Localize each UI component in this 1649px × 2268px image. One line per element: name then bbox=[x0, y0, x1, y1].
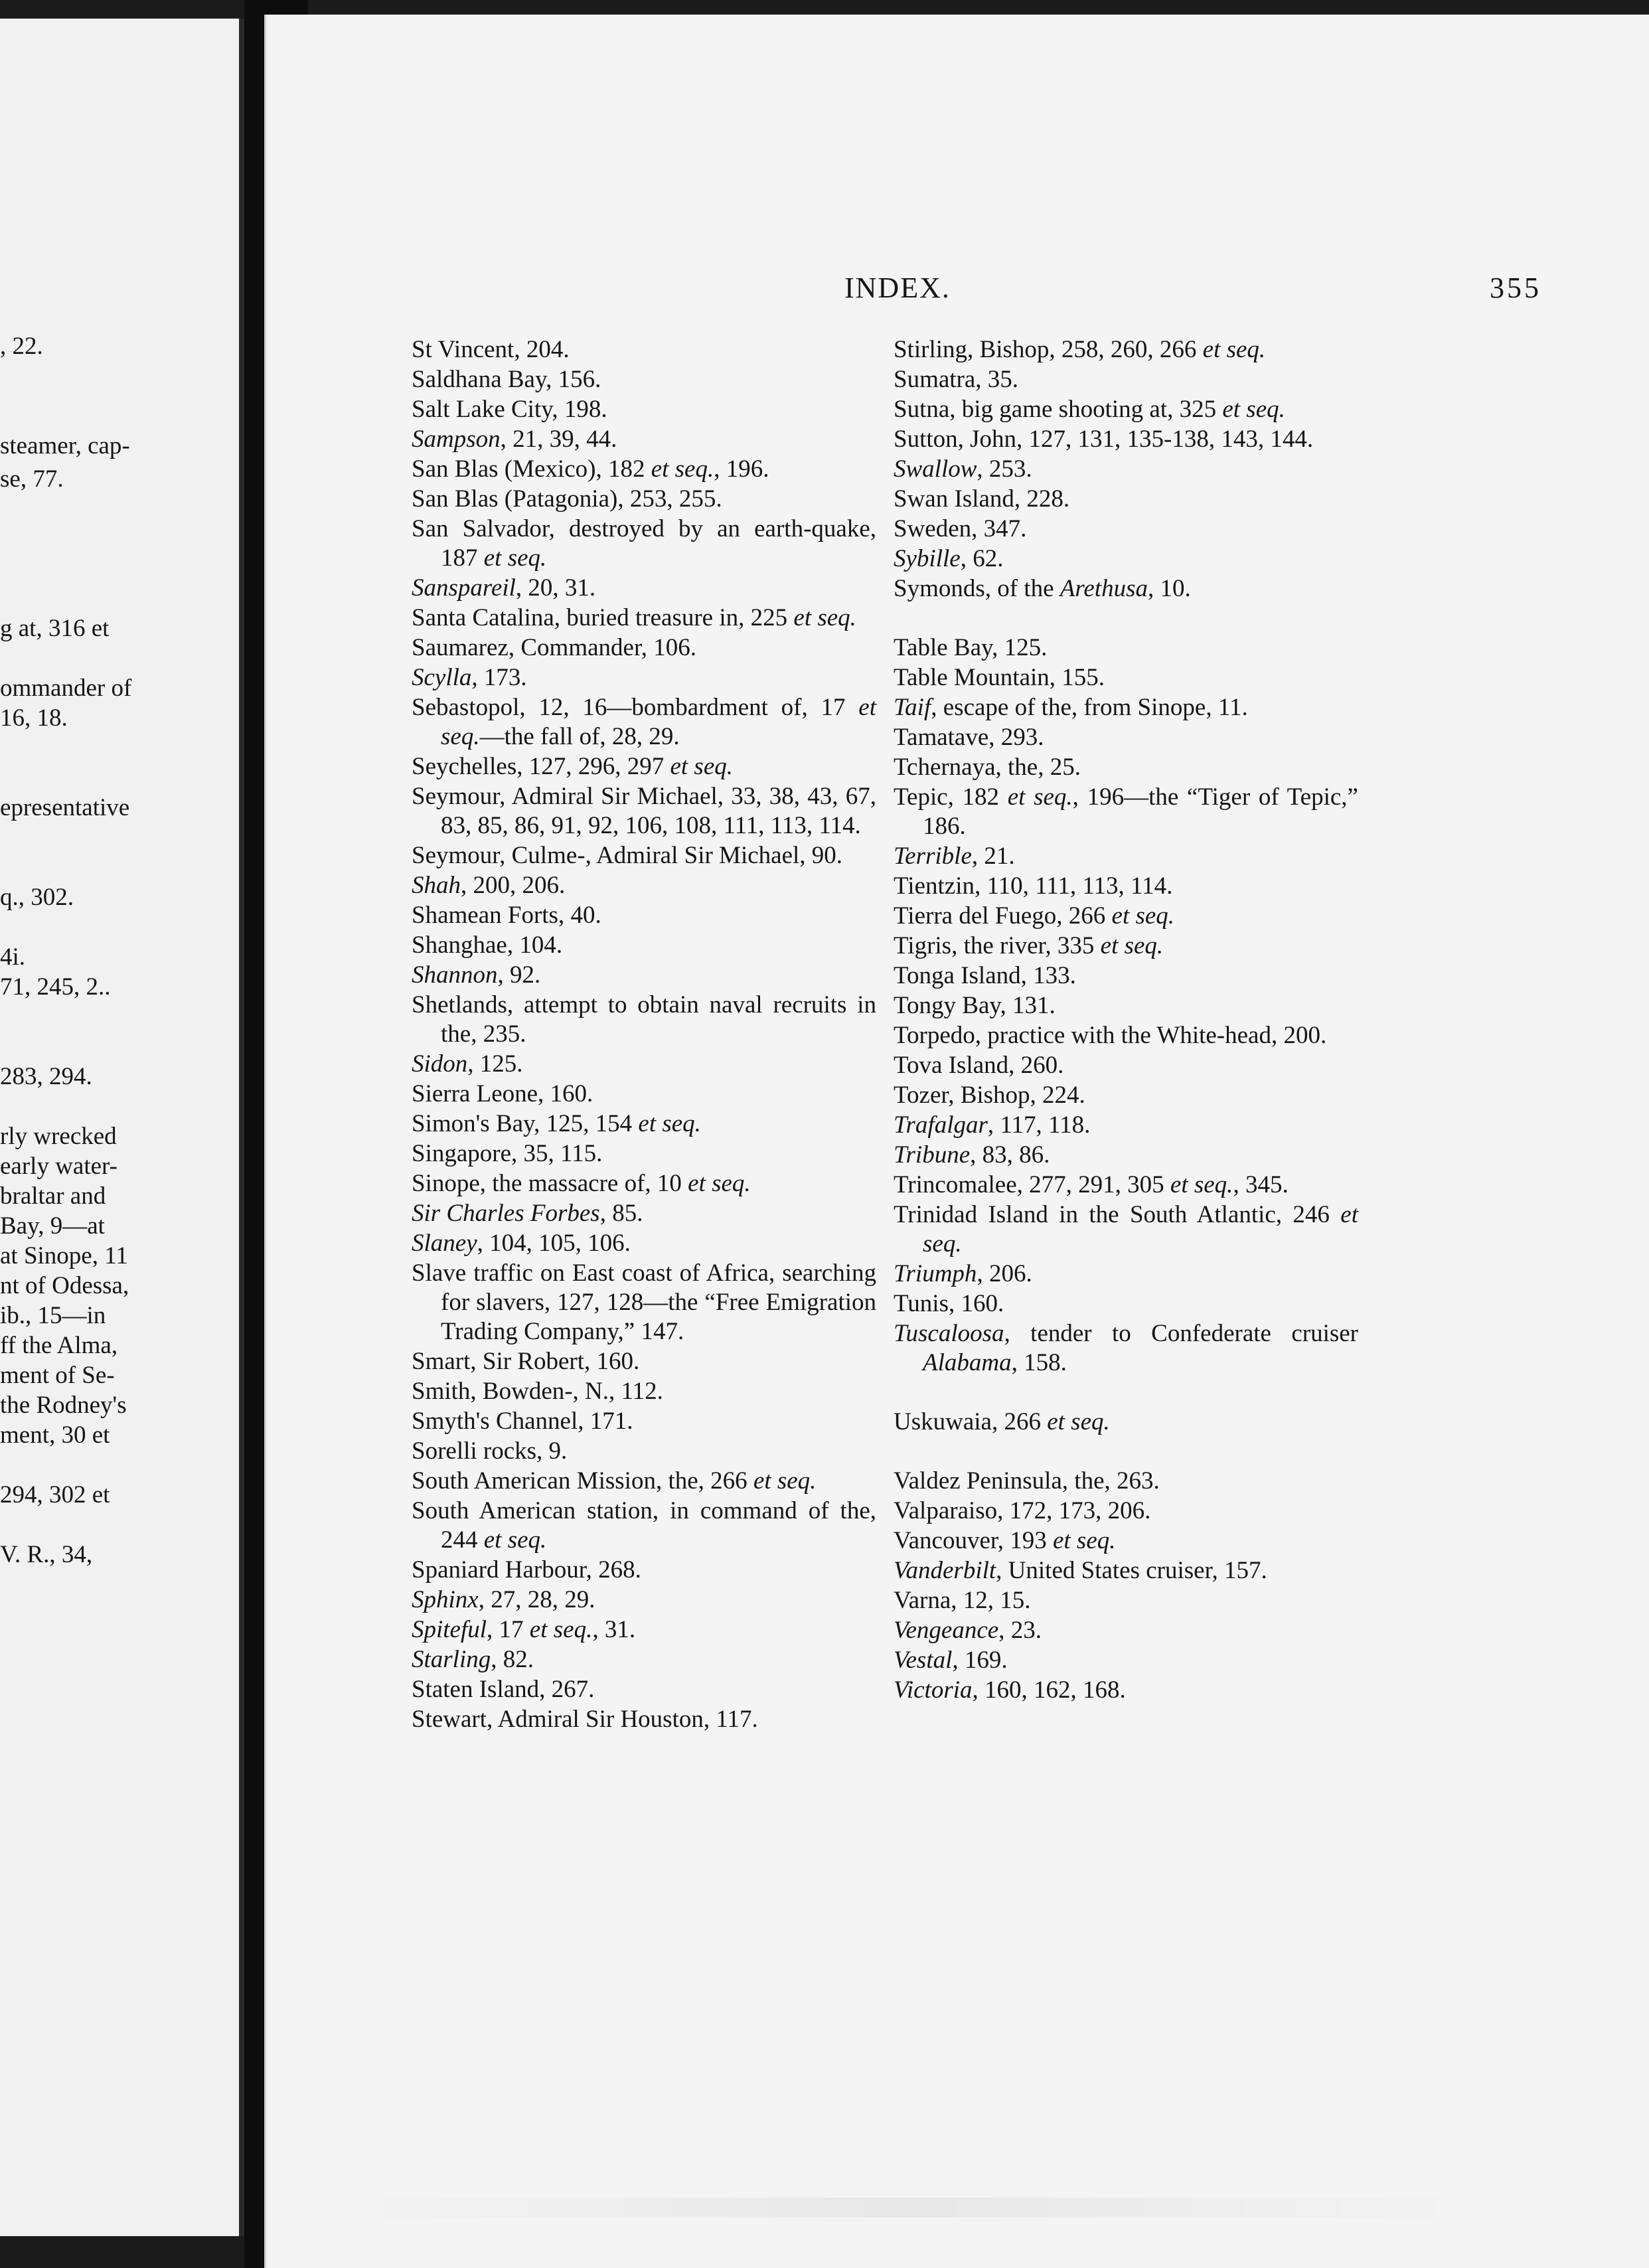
index-entry: Sorelli rocks, 9. bbox=[412, 1437, 568, 1465]
facing-page-text: ib., 15—in bbox=[0, 1302, 106, 1329]
facing-page-text: V. R., 34, bbox=[0, 1541, 93, 1568]
index-entry: Symonds, of the Arethusa, 10. bbox=[894, 575, 1191, 602]
index-entry: Seychelles, 127, 296, 297 et seq. bbox=[412, 753, 734, 780]
index-entry: Sphinx, 27, 28, 29. bbox=[412, 1586, 595, 1613]
facing-page-text: se, 77. bbox=[0, 465, 64, 493]
index-entry: Salt Lake City, 198. bbox=[412, 396, 607, 423]
index-entry: Victoria, 160, 162, 168. bbox=[894, 1676, 1126, 1704]
page-smudge bbox=[312, 2198, 1507, 2218]
facing-page-text: g at, 316 et bbox=[0, 615, 110, 642]
index-entry: Triumph, 206. bbox=[894, 1260, 1032, 1287]
facing-page-text: 4i. bbox=[0, 943, 26, 971]
facing-page-text: ff the Alma, bbox=[0, 1332, 118, 1359]
index-entry: Uskuwaia, 266 et seq. bbox=[894, 1408, 1110, 1435]
index-entry: St Vincent, 204. bbox=[412, 336, 570, 363]
index-entry: San Salvador, destroyed by an earth-quake, 187 et seq. bbox=[412, 515, 876, 572]
index-entry: Saldhana Bay, 156. bbox=[412, 366, 601, 393]
index-entry: Vancouver, 193 et seq. bbox=[894, 1527, 1116, 1554]
index-entry: Sinope, the massacre of, 10 et seq. bbox=[412, 1170, 751, 1197]
page-title: INDEX. bbox=[844, 272, 951, 304]
index-entry: Tchernaya, the, 25. bbox=[894, 754, 1081, 781]
index-entry: Tongy Bay, 131. bbox=[894, 992, 1056, 1019]
index-entry: Terrible, 21. bbox=[894, 843, 1015, 870]
index-entry: Sybille, 62. bbox=[894, 545, 1004, 572]
index-entry: Sebastopol, 12, 16—bombardment of, 17 et seq.—the fall of, 28, 29. bbox=[412, 694, 876, 750]
index-entry: Slave traffic on East coast of Africa, searching for slavers, 127, 128—the “Free Emigration Trading Company,” 147. bbox=[412, 1259, 876, 1345]
section-gap bbox=[894, 1437, 1358, 1467]
facing-page-text: 283, 294. bbox=[0, 1063, 92, 1090]
index-entry: Varna, 12, 15. bbox=[894, 1587, 1031, 1614]
facing-page-text: ment of Se- bbox=[0, 1362, 115, 1389]
facing-page-text: the Rodney's bbox=[0, 1392, 127, 1419]
index-entry: Tozer, Bishop, 224. bbox=[894, 1082, 1085, 1109]
index-entry: Sutna, big game shooting at, 325 et seq. bbox=[894, 396, 1285, 423]
index-entry: Seymour, Culme-, Admiral Sir Michael, 90. bbox=[412, 842, 843, 869]
index-entry: Tamatave, 293. bbox=[894, 724, 1044, 751]
index-entry: Table Mountain, 155. bbox=[894, 664, 1105, 691]
index-entry: Vestal, 169. bbox=[894, 1647, 1008, 1674]
page-number: 355 bbox=[1490, 272, 1541, 304]
index-entry: Saumarez, Commander, 106. bbox=[412, 634, 697, 661]
index-entry: Smart, Sir Robert, 160. bbox=[412, 1348, 640, 1375]
index-entry: San Blas (Mexico), 182 et seq., 196. bbox=[412, 455, 769, 483]
index-entry: Smyth's Channel, 171. bbox=[412, 1408, 633, 1435]
facing-page-text: rly wrecked bbox=[0, 1123, 117, 1150]
index-entry: Valparaiso, 172, 173, 206. bbox=[894, 1497, 1151, 1524]
index-entry: South American station, in command of the, 244 et seq. bbox=[412, 1497, 876, 1554]
index-entry: Scylla, 173. bbox=[412, 664, 527, 691]
facing-page-text: nt of Odessa, bbox=[0, 1272, 129, 1299]
index-entry: Spiteful, 17 et seq., 31. bbox=[412, 1616, 636, 1643]
facing-page-text: q., 302. bbox=[0, 884, 74, 911]
index-entry: Santa Catalina, buried treasure in, 225 et seq. bbox=[412, 604, 856, 631]
facing-page-text: ommander of bbox=[0, 675, 132, 702]
index-entry: Trinidad Island in the South Atlantic, 246 et seq. bbox=[894, 1201, 1358, 1257]
index-entry: Singapore, 35, 115. bbox=[412, 1140, 603, 1167]
index-entry: Tigris, the river, 335 et seq. bbox=[894, 932, 1164, 959]
index-entry: Valdez Peninsula, the, 263. bbox=[894, 1467, 1160, 1495]
facing-page-text: early water- bbox=[0, 1153, 118, 1180]
index-entry: Swallow, 253. bbox=[894, 455, 1032, 483]
index-entry: Smith, Bowden-, N., 112. bbox=[412, 1378, 663, 1405]
index-entry: Sweden, 347. bbox=[894, 515, 1027, 542]
index-entry: Sanspareil, 20, 31. bbox=[412, 574, 596, 602]
index-entry: Stewart, Admiral Sir Houston, 117. bbox=[412, 1706, 758, 1733]
index-entry: Tova Island, 260. bbox=[894, 1052, 1064, 1079]
index-entry: Tonga Island, 133. bbox=[894, 962, 1076, 989]
index-entry: Sampson, 21, 39, 44. bbox=[412, 426, 617, 453]
index-entry: Tepic, 182 et seq., 196—the “Tiger of Tepic,” 186. bbox=[894, 783, 1358, 840]
index-entry: Sutton, John, 127, 131, 135-138, 143, 144. bbox=[894, 426, 1314, 453]
index-entry: Sierra Leone, 160. bbox=[412, 1080, 593, 1107]
facing-page-text: Bay, 9—at bbox=[0, 1212, 105, 1240]
facing-page-text: steamer, cap- bbox=[0, 432, 130, 459]
index-entry: Tientzin, 110, 111, 113, 114. bbox=[894, 872, 1173, 900]
index-entry: Slaney, 104, 105, 106. bbox=[412, 1230, 631, 1257]
index-entry: Torpedo, practice with the White-head, 200. bbox=[894, 1022, 1327, 1049]
facing-page-text: , 22. bbox=[0, 333, 43, 360]
facing-page-text: ment, 30 et bbox=[0, 1421, 110, 1449]
index-entry: Starling, 82. bbox=[412, 1646, 534, 1673]
index-entry: Trafalgar, 117, 118. bbox=[894, 1111, 1091, 1139]
index-entry: Shannon, 92. bbox=[412, 961, 541, 989]
index-entry: Table Bay, 125. bbox=[894, 634, 1048, 661]
index-entry: Trincomalee, 277, 291, 305 et seq., 345. bbox=[894, 1171, 1289, 1198]
index-entry: Sumatra, 35. bbox=[894, 366, 1019, 393]
index-entry: Seymour, Admiral Sir Michael, 33, 38, 43, 67, 83, 85, 86, 91, 92, 106, 108, 111, 113, 114. bbox=[412, 783, 876, 839]
index-entry: Stirling, Bishop, 258, 260, 266 et seq. bbox=[894, 336, 1266, 363]
index-entry: South American Mission, the, 266 et seq. bbox=[412, 1467, 817, 1495]
facing-page-text: at Sinope, 11 bbox=[0, 1242, 128, 1269]
index-entry: Vanderbilt, United States cruiser, 157. bbox=[894, 1557, 1267, 1584]
facing-page-text: 71, 245, 2.. bbox=[0, 973, 111, 1001]
facing-page-fragment bbox=[0, 19, 244, 2236]
index-entry: Tribune, 83, 86. bbox=[894, 1141, 1050, 1169]
index-entry: Shanghae, 104. bbox=[412, 932, 563, 959]
index-entry: Sidon, 125. bbox=[412, 1050, 523, 1078]
index-entry: Spaniard Harbour, 268. bbox=[412, 1556, 641, 1583]
index-entry: Shetlands, attempt to obtain naval recruits in the, 235. bbox=[412, 991, 876, 1048]
index-entry: San Blas (Patagonia), 253, 255. bbox=[412, 485, 722, 513]
section-gap bbox=[894, 604, 1358, 633]
facing-page-text: 16, 18. bbox=[0, 704, 68, 732]
facing-page-text: 294, 302 et bbox=[0, 1481, 110, 1508]
index-entry: Sir Charles Forbes, 85. bbox=[412, 1200, 643, 1227]
index-entry: Tuscaloosa, tender to Confederate cruiser Alabama, 158. bbox=[894, 1320, 1358, 1376]
index-entry: Simon's Bay, 125, 154 et seq. bbox=[412, 1110, 701, 1137]
facing-page-text: epresentative bbox=[0, 794, 130, 821]
index-entry: Shah, 200, 206. bbox=[412, 872, 566, 899]
index-entry: Tunis, 160. bbox=[894, 1290, 1004, 1317]
facing-page-text: braltar and bbox=[0, 1182, 106, 1210]
index-entry: Swan Island, 228. bbox=[894, 485, 1070, 513]
index-entry: Taif, escape of the, from Sinope, 11. bbox=[894, 694, 1248, 721]
section-gap bbox=[894, 1378, 1358, 1408]
index-column-left bbox=[412, 335, 876, 1735]
index-column-right bbox=[894, 335, 1358, 1706]
index-entry: Vengeance, 23. bbox=[894, 1617, 1042, 1644]
index-entry: Tierra del Fuego, 266 et seq. bbox=[894, 902, 1175, 930]
index-entry: Shamean Forts, 40. bbox=[412, 902, 601, 929]
index-entry: Staten Island, 267. bbox=[412, 1676, 595, 1703]
